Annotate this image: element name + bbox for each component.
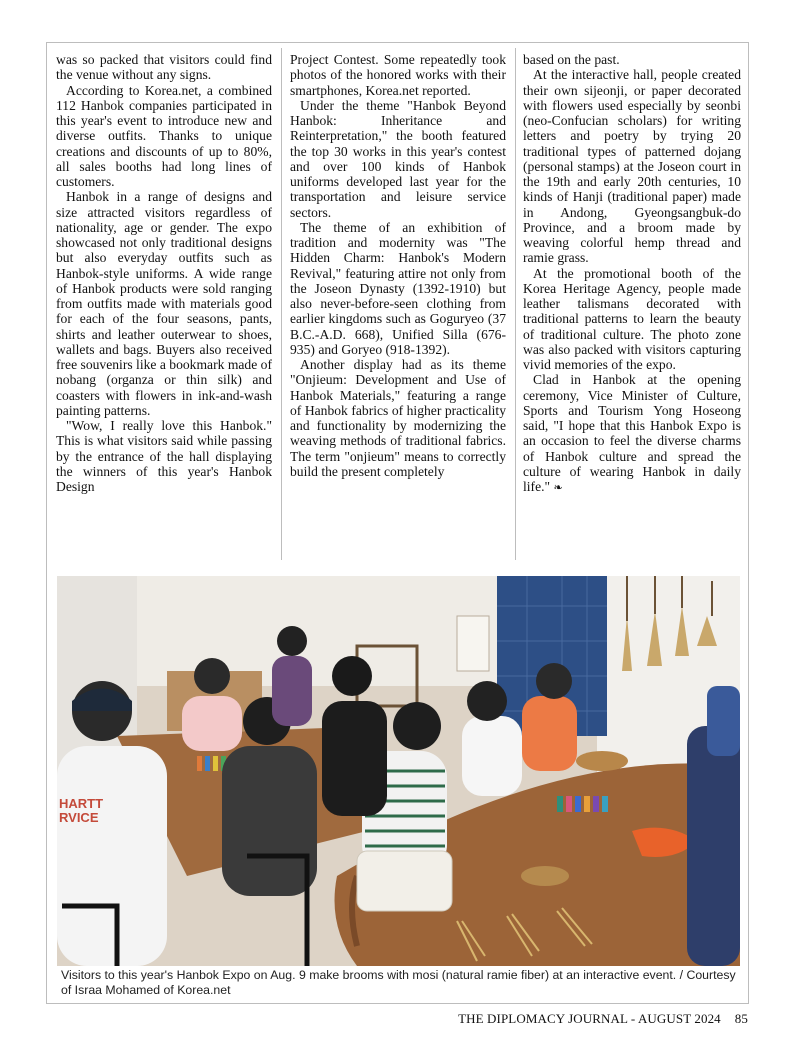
- publication-name: THE DIPLOMACY JOURNAL - AUGUST 2024: [458, 1011, 721, 1026]
- paragraph: According to Korea.net, a combined 112 Hanbok companies participated in this year's event to introduce new and diverse outfits. Thanks to unique creations and discounts of up to 80%, all sales booths had long lines of customers.: [56, 82, 272, 189]
- article-column-3: [523, 52, 741, 566]
- quote-text: Clad in Hanbok at the opening ceremony, Vice Minister of Culture, Sports and Tourism Yong Hoseong said, "I hope that this Hanbok Expo is an occasion to feel the diverse charms of Hanbok culture and spread the culture of wearing Hanbok in daily life.": [523, 372, 741, 494]
- paragraph: [523, 372, 741, 496]
- article-column-1: [56, 52, 272, 566]
- paragraph: "Wow, I really love this Hanbok." This is what visitors said while passing by the entrance of the hall displaying the winners of this year's Hanbok Design: [56, 418, 272, 494]
- paragraph: Under the theme "Hanbok Beyond Hanbok: Inheritance and Reinterpretation," the booth featured the top 30 works in this year's contest and over 100 kinds of Hanbok uniforms developed last year for the transportation and leisure service sectors.: [290, 97, 506, 220]
- shirt-print-line-1: HARTT: [59, 796, 104, 811]
- paragraph: Another display had as its theme "Onjieum: Development and Use of Hanbok Materials," featuring a range of Hanbok fabrics of higher practicality and functionality by modernizing the weaving methods of traditional fabrics. The term "onjieum" means to correctly build the present completely: [290, 357, 506, 479]
- paragraph: based on the past.: [523, 52, 620, 67]
- photo-caption: Visitors to this year's Hanbok Expo on Aug. 9 make brooms with mosi (natural ramie fiber) at an interactive event. / Courtesy of Israa Mohamed of Korea.net: [61, 968, 736, 997]
- event-photo: [57, 576, 740, 966]
- paragraph: was so packed that visitors could find the venue without any signs.: [56, 52, 272, 83]
- article-column-2: [290, 52, 506, 566]
- paragraph: Hanbok in a range of designs and size attracted visitors regardless of nationality, age or gender. The expo showcased not only traditional designs but also everyday outfits such as Hanbok-style uniforms. A wide range of Hanbok products were sold ranging from outfits made with materials good for each of the four seasons, pants, shirts and leather outerwear to shoes, wallets and bags. Buyers also received free souvenirs like a bookmark made of nobang (organza or thin silk) and coasters with flowers in ink-and-wash painting patterns.: [56, 189, 272, 418]
- column-divider: [515, 48, 516, 560]
- paragraph: At the promotional booth of the Korea Heritage Agency, people made leather talismans decorated with traditional patterns to learn the beauty of traditional culture. The photo zone was also packed with visitors capturing vivid memories of the expo.: [523, 265, 741, 372]
- end-mark-icon: ❧: [553, 482, 563, 494]
- paragraph: Project Contest. Some repeatedly took photos of the honored works with their smartphones, Korea.net reported.: [290, 52, 506, 98]
- page-footer: [458, 1011, 748, 1027]
- column-divider: [281, 48, 282, 560]
- paragraph: The theme of an exhibition of tradition and modernity was "The Hidden Charm: Hanbok's Modern Revival," featuring attire not only from the Joseon Dynasty (1392-1910) but also never-before-seen clothing from earlier kingdoms such as Goguryeo (37 B.C.-A.D. 668), Unified Silla (676-935) and Goryeo (918-1392).: [290, 219, 506, 357]
- page-number: 85: [734, 1011, 748, 1026]
- paragraph: At the interactive hall, people created their own sijeonji, or paper decorated with flowers used especially by seonbi (neo-Confucian scholars) for writing letters and poetry by trying 20 traditional types of patterned dojang (personal stamps) at the Joseon court in the 19th and early 20th centuries, 10 kinds of Hanji (traditional paper) made in Andong, Gyeongsangbuk-do Province, and a broom made by weaving colorful hemp thread and ramie grass.: [523, 67, 741, 266]
- shirt-print-line-2: RVICE: [59, 810, 99, 825]
